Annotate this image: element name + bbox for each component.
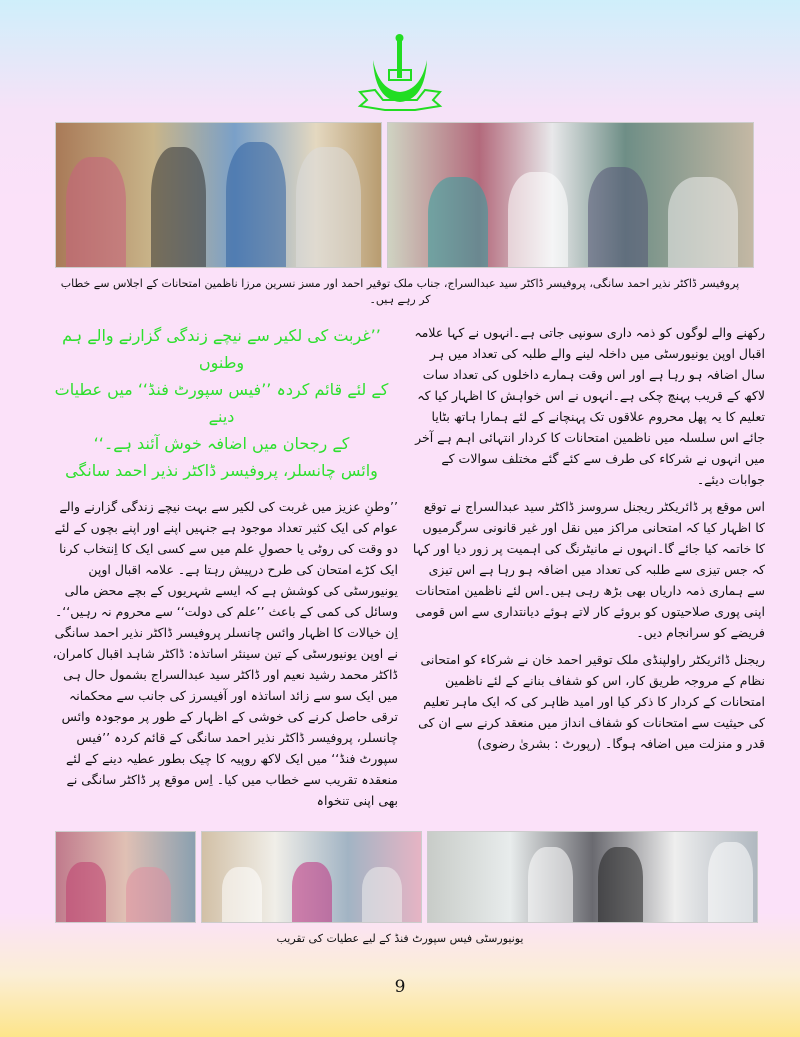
pull-quote-line: کے لئے قائم کردہ ’’فیس سپورٹ فنڈ‘‘ میں عطیات دینے bbox=[54, 380, 389, 426]
text-line: میں ایک سو سے زائد اساتذہ اور آفیسرز کی جانب سے محکمانہ ترقی حاصل کرنے کی bbox=[68, 688, 398, 724]
text-line: اس موقع پر ڈائریکٹر ریجنل سروسز ڈاکٹر سید عبدالسراج نے توقع کا اظہار کیا bbox=[423, 499, 765, 535]
text-line: خواہش کا اظہار کیا کہ تعلیم کا یہ پھل محروم علاقوں تک پہنچانے کے لئے ہمارا ہاتھ بٹایا bbox=[417, 388, 765, 424]
text-line: ریجنل ڈائریکٹر راولپنڈی ملک توقیر احمد خان نے شرکاء کو امتحانی نظام کے bbox=[420, 652, 765, 688]
text-line: شرکاء کی طرف سے کئے گئے مختلف سوالات کے جوابات دیئے۔ bbox=[441, 451, 765, 487]
text-line: ہے اس تیزی سے ہماری ذمہ داریاں بھی بڑھ رہی ہیں۔اس لئے ناظمین امتحانات bbox=[415, 562, 765, 598]
text-line: ہے۔ علامہ اقبال اوپن یونیورسٹی کی کوشش ہے کہ ایسے شہریوں کے بچے محض مالی bbox=[64, 562, 398, 598]
text-line: وقت ہمارے داخلوں کی تعداد سات لاکھ کے قریب پہنچ چکی ہے۔انہوں نے اس bbox=[422, 367, 765, 403]
text-line: حصولِ علم میں سے کسی ایک کا اِنتخاب کرنا ایک کڑے امتحان کی طرح درپیش رہتا bbox=[59, 541, 398, 577]
text-line: سرانجام دیں۔ bbox=[636, 625, 711, 640]
paragraph-2 bbox=[412, 496, 765, 643]
text-line: ’’وطنِ عزیز میں غربت کی لکیر سے بہت نیچے زندگی گزارنے والے عوام کی bbox=[59, 499, 398, 535]
pull-quote bbox=[45, 322, 398, 484]
text-line: مروجہ طریق کار، اس کو شفاف بنانے کے لئے ناظمین امتحانات کے کردار کا ذکر کیا bbox=[444, 673, 765, 709]
text-line: اور امید ظاہر کی کہ ایک ماہر تعلیم کی حیثیت سے امتحانات کو شفاف انداز میں منعقد bbox=[423, 694, 765, 730]
text-line: جائے اس سلسلہ میں ناظمین امتحانات کا کردار انتہائی اہم ہے آخر میں انہوں نے bbox=[415, 430, 765, 466]
bottom-photo-row bbox=[55, 831, 752, 923]
text-line: وسائل کی کمی کے باعث ’’علم کی دولت‘‘ سے محروم نہ رہیں‘‘۔ اِن خیالات کا اظہار bbox=[54, 604, 398, 640]
text-line: منعقدہ تقریب سے خطاب میں کیا۔ اِس موقع پر ڈاکٹر سانگی نے بھی اپنی تنخواہ bbox=[66, 772, 398, 808]
article-columns bbox=[45, 322, 765, 817]
paragraph-3 bbox=[412, 649, 765, 754]
photo-donation-ceremony-2 bbox=[201, 831, 422, 923]
text-line: خوشی کے اظہار کے طور پر موجودہ وائس چانسلر، پروفیسر ڈاکٹر نذیر احمد سانگی کے قائم bbox=[61, 709, 398, 745]
pull-quote-line: ’’غربت کی لکیر سے نیچے زندگی گزارنے والے ہم وطنوں bbox=[62, 326, 381, 372]
university-logo bbox=[355, 30, 445, 115]
text-line: ڈاکٹر شاہد اقبال کامران، ڈاکٹر محمد رشید نعیم اور ڈاکٹر سید عبدالسراج بشمول حال ہی bbox=[52, 646, 398, 682]
top-photo-caption: پروفیسر ڈاکٹر نذیر احمد سانگی، پروفیسر ڈاکٹر سید عبدالسراج، جناب ملک توقیر احمد اور مسز نسرین مرزا ناظمین امتحانات کے اجلاس سے خطاب کر رہے ہیں۔ bbox=[60, 277, 740, 306]
photo-audience bbox=[387, 122, 754, 268]
text-line: رکھنے والے لوگوں کو ذمہ داری سونپی جاتی ہے۔انہوں نے کہا علامہ اقبال اوپن bbox=[414, 325, 765, 361]
pull-quote-attribution: وائس چانسلر، پروفیسر ڈاکٹر نذیر احمد سانگی bbox=[65, 461, 378, 480]
left-article-column bbox=[45, 322, 398, 817]
right-article-column bbox=[412, 322, 765, 760]
text-line: یونیورسٹی میں داخلہ لینے والے طلبہ کی تعداد میں ہر سال اضافہ ہو رہا ہے اور اس bbox=[429, 346, 765, 382]
text-line: اپنی پوری صلاحیتوں کو بروئے کار لاتے ہوئے دیانتداری سے اس قومی فریضے کو bbox=[415, 604, 765, 640]
photo-cheque-presentation bbox=[427, 831, 758, 923]
pull-quote-line: کے رجحان میں اضافہ خوش آئند ہے۔‘‘ bbox=[93, 434, 350, 453]
photo-speakers-panel bbox=[55, 122, 382, 268]
report-byline-line: کرنے سے ان کی قدر و منزلت میں اضافہ ہوگا۔ (رپورٹ : بشریٰ رضوی) bbox=[418, 715, 765, 751]
text-line: کہ امتحانی مراکز میں نقل اور غیر قانونی سرگرمیوں کا خاتمہ کیا جائے گا۔انہوں نے bbox=[422, 520, 765, 556]
left-paragraph bbox=[45, 496, 398, 811]
photo-donation-ceremony-1 bbox=[55, 831, 196, 923]
bottom-photo-caption: یونیورسٹی فیس سپورٹ فنڈ کے لیے عطیات کی تقریب bbox=[276, 932, 524, 945]
text-line: وائس چانسلر پروفیسر ڈاکٹر نذیر احمد سانگی نے اوپن یونیورسٹی کے تین سینئر اساتذہ: bbox=[54, 625, 398, 661]
page-header bbox=[0, 0, 800, 122]
page-number: 9 bbox=[394, 977, 406, 997]
text-line: مانیٹرنگ کی اہمیت پر زور دیا اور کہا کہ جس تیزی سے طلبہ کی تعداد میں اضافہ ہو رہا bbox=[412, 541, 765, 577]
paragraph-1 bbox=[412, 322, 765, 490]
text-line: ایک کثیر تعداد موجود ہے جنہیں اپنے اور اپنے بچوں کے لئے دو وقت کی روٹی یا bbox=[54, 520, 398, 556]
top-photo-row bbox=[55, 122, 752, 268]
text-line: کردہ ’’فیس سپورٹ فنڈ‘‘ میں ایک لاکھ روپیہ کا چیک بطور عطیہ دینے کے لئے bbox=[66, 730, 398, 766]
